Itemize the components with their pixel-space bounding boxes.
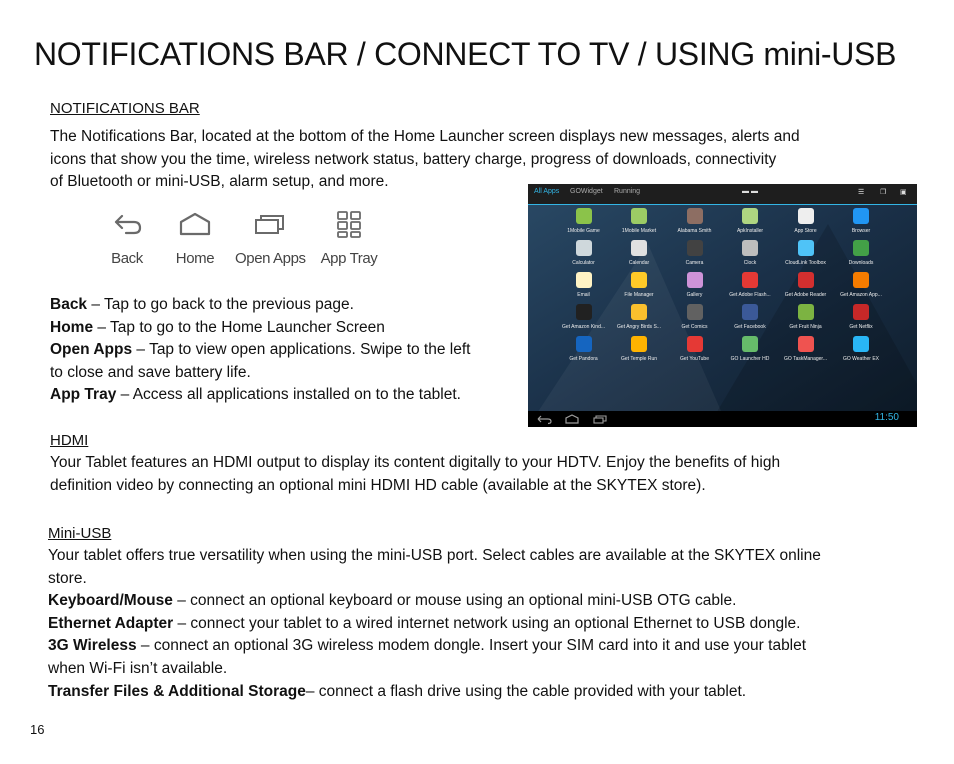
app-icon bbox=[742, 272, 758, 288]
app-name: Downloads bbox=[848, 260, 874, 266]
app-name: Get Facebook bbox=[734, 324, 766, 330]
navigation-icons bbox=[104, 208, 394, 278]
app-name: Get Pandora bbox=[569, 356, 598, 362]
app-tray-label: App Tray bbox=[320, 250, 378, 267]
app-icon bbox=[853, 272, 869, 288]
app-name: Get Adobe Reader bbox=[784, 292, 827, 298]
app-icon-item[interactable] bbox=[612, 304, 667, 330]
app-name: 1Mobile Market bbox=[621, 228, 657, 234]
app-name: Browser bbox=[851, 228, 871, 234]
app-icon bbox=[798, 208, 814, 224]
app-icon bbox=[742, 304, 758, 320]
app-icon-item[interactable] bbox=[556, 240, 611, 266]
app-icon-item[interactable] bbox=[556, 208, 611, 234]
store-icon[interactable]: ▣ bbox=[900, 189, 907, 196]
app-icon bbox=[742, 208, 758, 224]
app-name: Calculator bbox=[572, 260, 595, 266]
app-name: Calendar bbox=[628, 260, 650, 266]
keyboard-description: Keyboard/Mouse – connect an optional keyboard or mouse using an optional mini-USB OTG cable. bbox=[48, 592, 737, 610]
app-icon-item[interactable] bbox=[667, 240, 722, 266]
open-apps-description-cont: to close and save battery life. bbox=[50, 363, 251, 381]
app-icon bbox=[631, 304, 647, 320]
app-icon-item[interactable] bbox=[834, 208, 889, 234]
home-nav bbox=[160, 208, 230, 267]
app-name: ApkInstaller bbox=[736, 228, 764, 234]
notifications-heading: NOTIFICATIONS BAR bbox=[50, 100, 200, 117]
page-number: 16 bbox=[30, 722, 45, 737]
open-apps-icon bbox=[252, 208, 288, 240]
wireless-description: 3G Wireless – connect an optional 3G wireless modem dongle. Insert your SIM card into it and use your tablet bbox=[48, 637, 807, 655]
app-icon bbox=[631, 272, 647, 288]
back-label: Back bbox=[111, 250, 143, 267]
hdmi-line: Your Tablet features an HDMI output to display its content digitally to your HDTV. Enjoy the benefits of high bbox=[50, 454, 781, 471]
navigation-descriptions bbox=[50, 294, 470, 407]
home-description: Home – Tap to go to the Home Launcher Screen bbox=[50, 318, 385, 336]
app-icon bbox=[631, 336, 647, 352]
page-title: NOTIFICATIONS BAR / CONNECT TO TV / USING mini-USB bbox=[34, 36, 897, 72]
app-icon bbox=[798, 304, 814, 320]
app-name: Get Adobe Flash... bbox=[729, 292, 771, 298]
app-name: Camera bbox=[685, 260, 704, 266]
app-name: App Store bbox=[794, 228, 817, 234]
home-icon bbox=[177, 208, 213, 240]
app-icon-item[interactable] bbox=[667, 272, 722, 298]
app-name: 1Mobile Game bbox=[567, 228, 600, 234]
hdmi-heading: HDMI bbox=[50, 432, 89, 449]
app-icon bbox=[576, 272, 592, 288]
app-icon-item[interactable] bbox=[834, 304, 889, 330]
app-name: Get Amazon Kind... bbox=[561, 324, 606, 330]
app-icon bbox=[798, 272, 814, 288]
app-icon-item[interactable] bbox=[556, 336, 611, 362]
app-icon-item[interactable] bbox=[723, 336, 778, 362]
ethernet-description: Ethernet Adapter – connect your tablet to a wired internet network using an optional Ethernet to USB dongle. bbox=[48, 614, 801, 632]
app-icon bbox=[687, 304, 703, 320]
app-icon-item[interactable] bbox=[834, 240, 889, 266]
wireless-description-cont: when Wi-Fi isn’t available. bbox=[48, 659, 228, 677]
app-icon bbox=[742, 240, 758, 256]
app-name: Get Netflix bbox=[849, 324, 873, 330]
app-name: Alabama Smith bbox=[677, 228, 712, 234]
app-icon-item[interactable] bbox=[778, 336, 833, 362]
app-tray-icon bbox=[333, 208, 365, 240]
app-icon bbox=[576, 336, 592, 352]
system-nav-icons bbox=[534, 411, 624, 427]
clock: 11:50 bbox=[874, 412, 899, 423]
tablet-screenshot bbox=[528, 184, 917, 427]
open-apps-label: Open Apps bbox=[235, 250, 306, 267]
back-arrow-icon bbox=[110, 208, 144, 240]
hdmi-text bbox=[50, 452, 780, 497]
app-icon-item[interactable] bbox=[667, 208, 722, 234]
app-icon-item[interactable] bbox=[723, 208, 778, 234]
app-icon-item[interactable] bbox=[723, 272, 778, 298]
app-icon bbox=[687, 336, 703, 352]
app-name: CloudLink Toolbox bbox=[785, 260, 826, 266]
app-name: Get Angry Birds S... bbox=[617, 324, 661, 330]
miniusb-text bbox=[48, 545, 821, 703]
app-icon-item[interactable] bbox=[778, 240, 833, 266]
app-icon-item[interactable] bbox=[612, 272, 667, 298]
app-icon bbox=[687, 208, 703, 224]
app-icon-item[interactable] bbox=[723, 304, 778, 330]
app-icon-item[interactable] bbox=[667, 304, 722, 330]
app-icon bbox=[798, 240, 814, 256]
app-icon bbox=[853, 208, 869, 224]
app-icon bbox=[853, 240, 869, 256]
intro-line: The Notifications Bar, located at the bottom of the Home Launcher screen displays new messages, alerts and bbox=[50, 128, 800, 145]
app-icon-item[interactable] bbox=[556, 272, 611, 298]
menu-icon[interactable]: ▬ ▬ bbox=[742, 188, 758, 195]
window-icon[interactable]: ❐ bbox=[880, 189, 887, 196]
app-tray-description: App Tray – Access all applications installed on to the tablet. bbox=[50, 386, 461, 404]
app-name: Get YouTube bbox=[679, 356, 709, 362]
app-icon-item[interactable] bbox=[612, 240, 667, 266]
app-drawer-tabs bbox=[528, 184, 917, 205]
app-icon-item[interactable] bbox=[834, 272, 889, 298]
intro-line: icons that show you the time, wireless network status, battery charge, progress of downloads, connectivity bbox=[50, 150, 777, 168]
app-name: GO Weather EX bbox=[842, 356, 880, 362]
tab-all-apps[interactable]: All Apps bbox=[534, 188, 560, 195]
hdmi-line: definition video by connecting an optional mini HDMI HD cable (available at the SKYTEX store). bbox=[50, 476, 706, 494]
open-apps-description: Open Apps – Tap to view open applications. Swipe to the left bbox=[50, 341, 471, 359]
open-apps-nav bbox=[235, 208, 305, 267]
app-name: GO Launcher HD bbox=[730, 356, 770, 362]
app-icon-item[interactable] bbox=[612, 336, 667, 362]
list-icon[interactable]: ☰ bbox=[858, 189, 865, 196]
tab-gowidget[interactable]: GOWidget bbox=[570, 188, 603, 195]
app-icon bbox=[576, 240, 592, 256]
app-icon bbox=[576, 304, 592, 320]
app-icon bbox=[631, 208, 647, 224]
app-icon-item[interactable] bbox=[778, 208, 833, 234]
app-name: Get Fruit Ninja bbox=[789, 324, 822, 330]
app-icon bbox=[687, 240, 703, 256]
app-icon bbox=[687, 272, 703, 288]
system-bar bbox=[528, 411, 917, 427]
miniusb-heading: Mini-USB bbox=[48, 525, 112, 542]
app-icon-item[interactable] bbox=[834, 336, 889, 362]
app-name: Gallery bbox=[686, 292, 703, 298]
app-icon-item[interactable] bbox=[723, 240, 778, 266]
app-name: Get Comics bbox=[681, 324, 708, 330]
app-name: Clock bbox=[743, 260, 757, 266]
app-name: GO TaskManager... bbox=[784, 356, 827, 362]
app-name: File Manager bbox=[624, 292, 654, 298]
app-icon bbox=[631, 240, 647, 256]
back-description: Back – Tap to go back to the previous page. bbox=[50, 296, 354, 313]
app-name: Get Temple Run bbox=[620, 356, 658, 362]
intro-line: of Bluetooth or mini-USB, alarm setup, and more. bbox=[50, 173, 389, 191]
app-name: Get Amazon App... bbox=[840, 292, 882, 298]
miniusb-intro-line: Your tablet offers true versatility when using the mini-USB port. Select cables are available at the SKYTEX online bbox=[48, 547, 821, 564]
app-name: Email bbox=[577, 292, 590, 298]
storage-description: Transfer Files & Additional Storage– connect a flash drive using the cable provided with your tablet. bbox=[48, 682, 747, 700]
app-icon-item[interactable] bbox=[667, 336, 722, 362]
app-icon-item[interactable] bbox=[778, 272, 833, 298]
app-icon-item[interactable] bbox=[778, 304, 833, 330]
home-label: Home bbox=[175, 250, 215, 267]
app-icon bbox=[742, 336, 758, 352]
app-tray-nav bbox=[314, 208, 384, 267]
app-icon-item[interactable] bbox=[612, 208, 667, 234]
tab-running[interactable]: Running bbox=[614, 188, 641, 195]
app-icon bbox=[576, 208, 592, 224]
app-icon bbox=[798, 336, 814, 352]
app-icon-item[interactable] bbox=[556, 304, 611, 330]
app-icon bbox=[853, 304, 869, 320]
miniusb-intro-line: store. bbox=[48, 569, 87, 587]
app-icon bbox=[853, 336, 869, 352]
back-nav bbox=[92, 208, 162, 267]
